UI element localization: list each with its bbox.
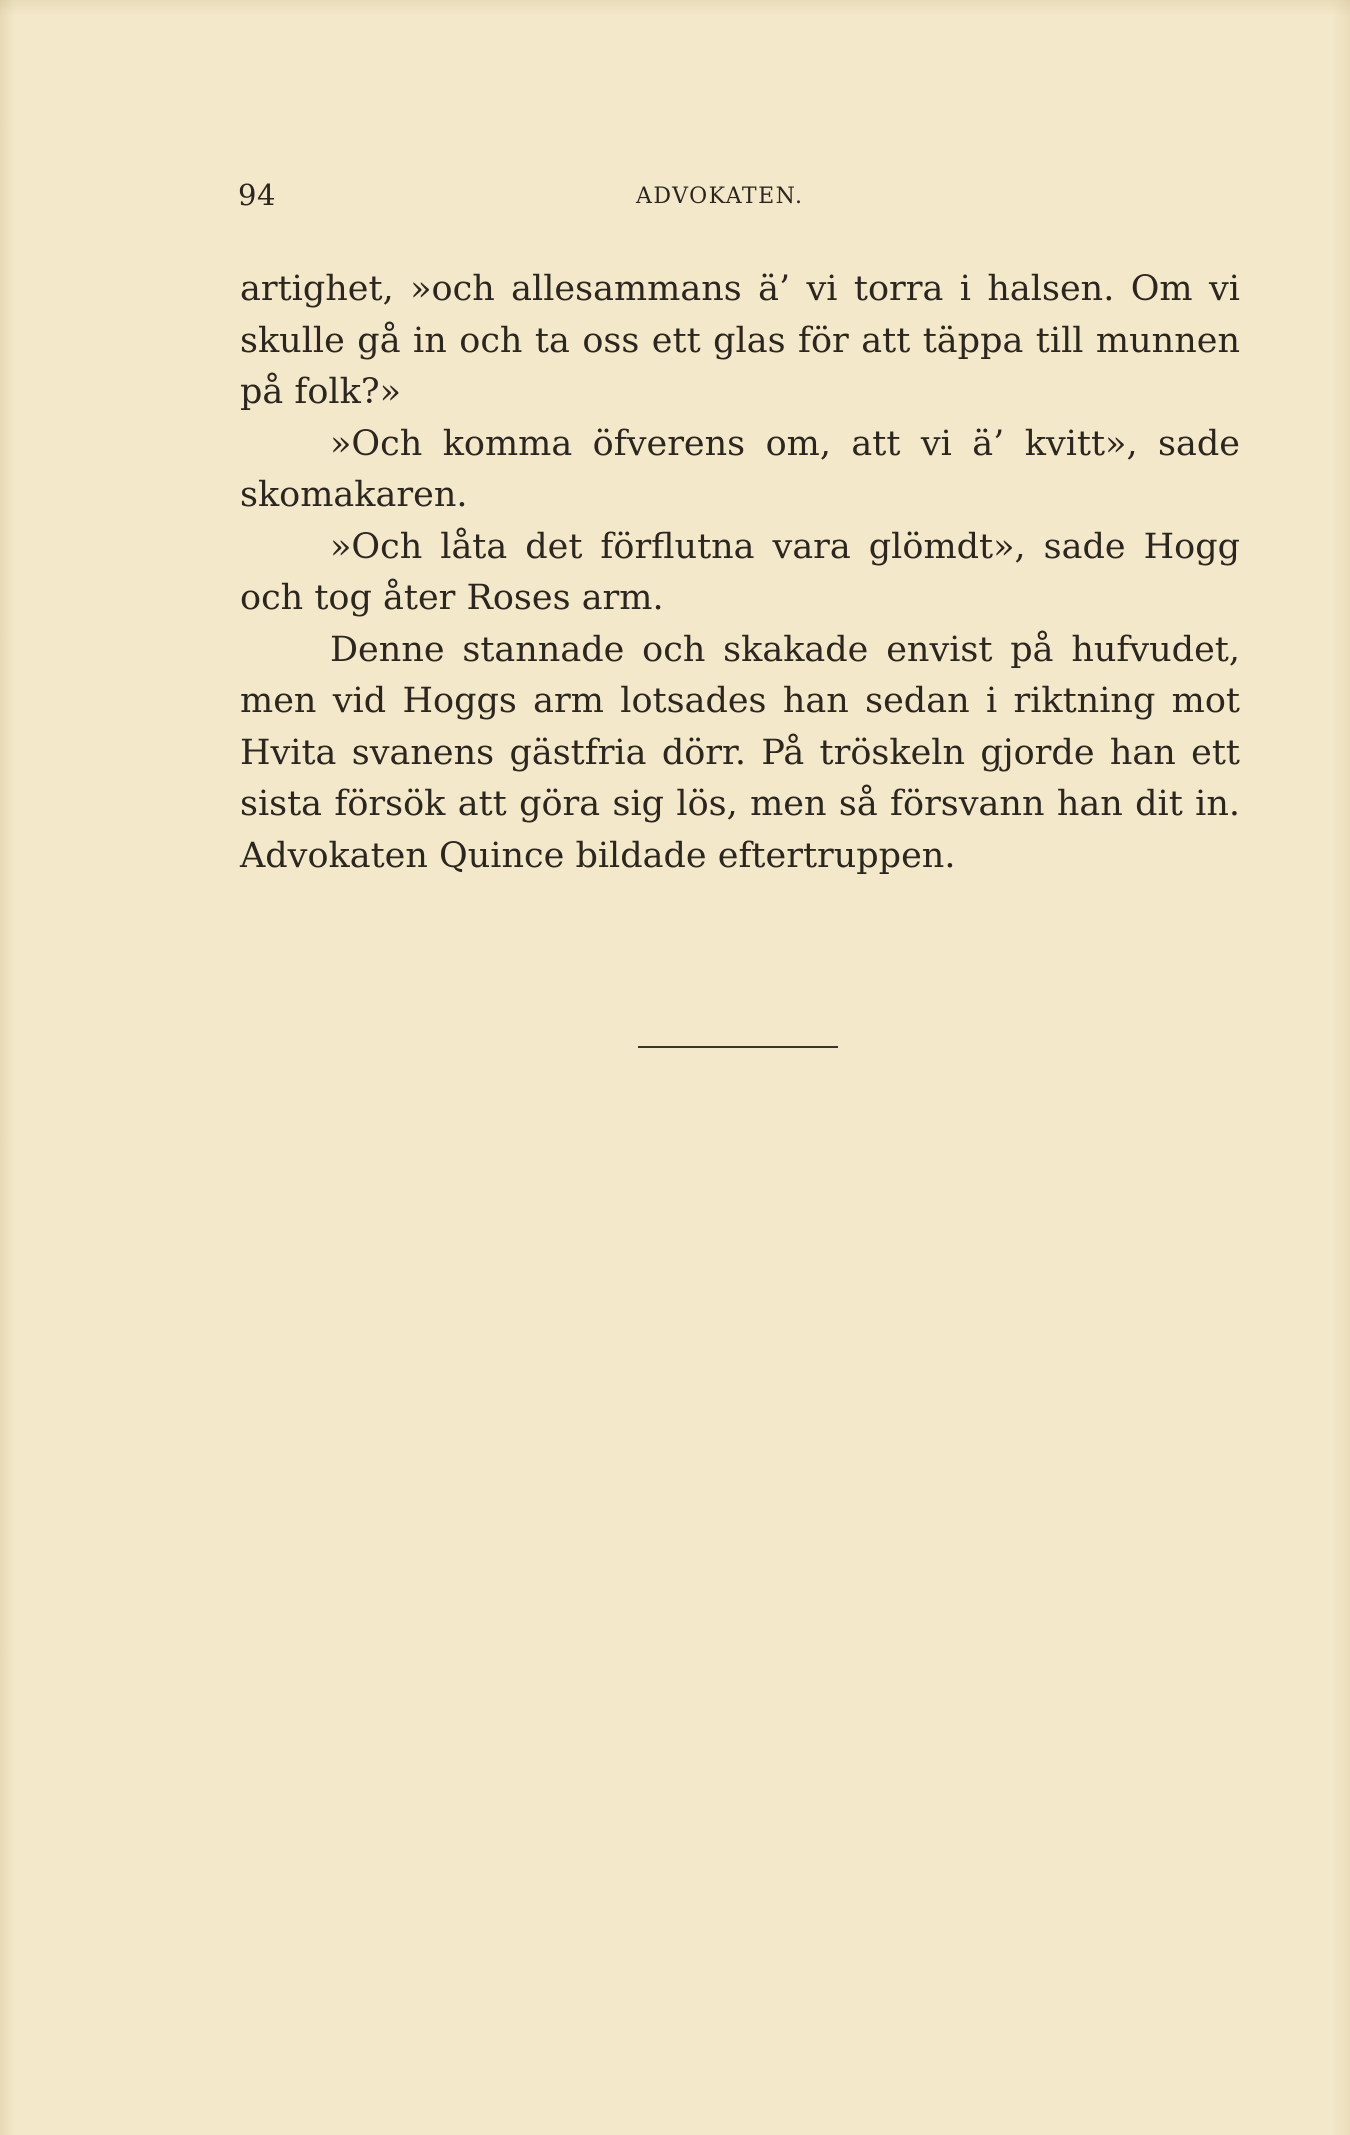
- page-number: 94: [238, 178, 276, 212]
- chapter-end-rule: [638, 1046, 838, 1048]
- page-header: [238, 178, 1238, 228]
- paragraph: Denne stannade och skakade envist på hufvudet, men vid Hoggs arm lotsades han sedan i riktning mot Hvita svanens gästfria dörr. På tröskeln gjorde han ett sista försök att göra sig lös, men så försvann han dit in. Advokaten Quince bildade eftertruppen.: [240, 629, 1240, 876]
- running-head: ADVOKATEN.: [636, 184, 804, 209]
- paragraph: artighet, »och allesammans ä’ vi torra i halsen. Om vi skulle gå in och ta oss ett glas för att täppa till munnen på folk?»: [240, 269, 1240, 412]
- paragraph: »Och låta det förflutna vara glömdt», sade Hogg och tog åter Roses arm.: [240, 526, 1240, 618]
- paragraph: »Och komma öfverens om, att vi ä’ kvitt», sade skomakaren.: [240, 423, 1240, 515]
- body-text: [240, 264, 1240, 882]
